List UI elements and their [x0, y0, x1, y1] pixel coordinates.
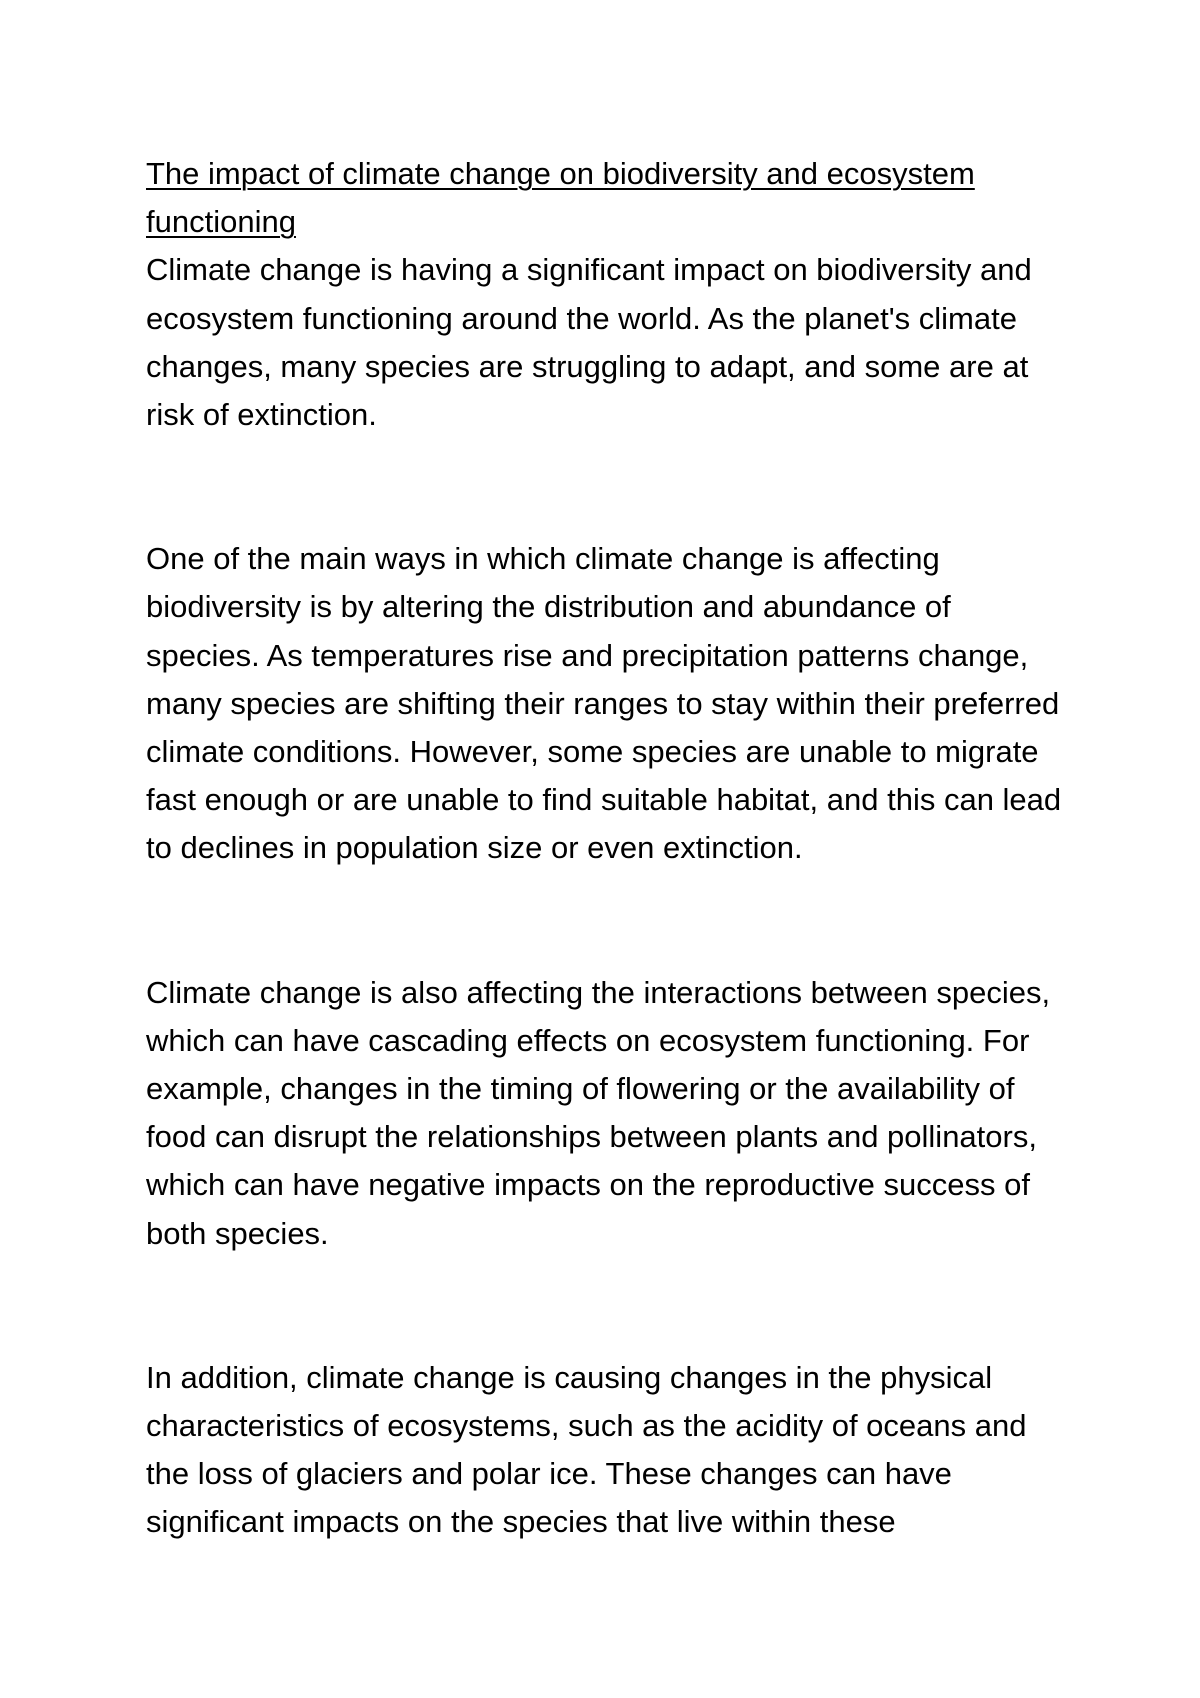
paragraph-1: Climate change is having a significant impact on biodiversity and ecosystem functioning around the world. As the planet's climate changes, many species are struggling to adapt, and some are at risk of extinction. — [146, 252, 1032, 433]
document-body — [146, 150, 1076, 1547]
paragraph-4: In addition, climate change is causing changes in the physical characteristics of ecosystems, such as the acidity of oceans and the loss of glaciers and polar ice. These changes can have significant impacts on the species that live within these — [146, 1359, 1027, 1540]
document-title: The impact of climate change on biodiversity and ecosystem functioning — [146, 156, 975, 240]
paragraph-3: Climate change is also affecting the interactions between species, which can have cascading effects on ecosystem functioning. For example, changes in the timing of flowering or the availability of food can disrupt the relationships between plants and pollinators, which can have negative impacts on the reproductive success of both species. — [146, 974, 1051, 1251]
paragraph-2: One of the main ways in which climate change is affecting biodiversity is by altering the distribution and abundance of species. As temperatures rise and precipitation patterns change, many species are shifting their ranges to stay within their preferred climate conditions. However, some species are unable to migrate fast enough or are unable to find suitable habitat, and this can lead to declines in population size or even extinction. — [146, 541, 1062, 866]
